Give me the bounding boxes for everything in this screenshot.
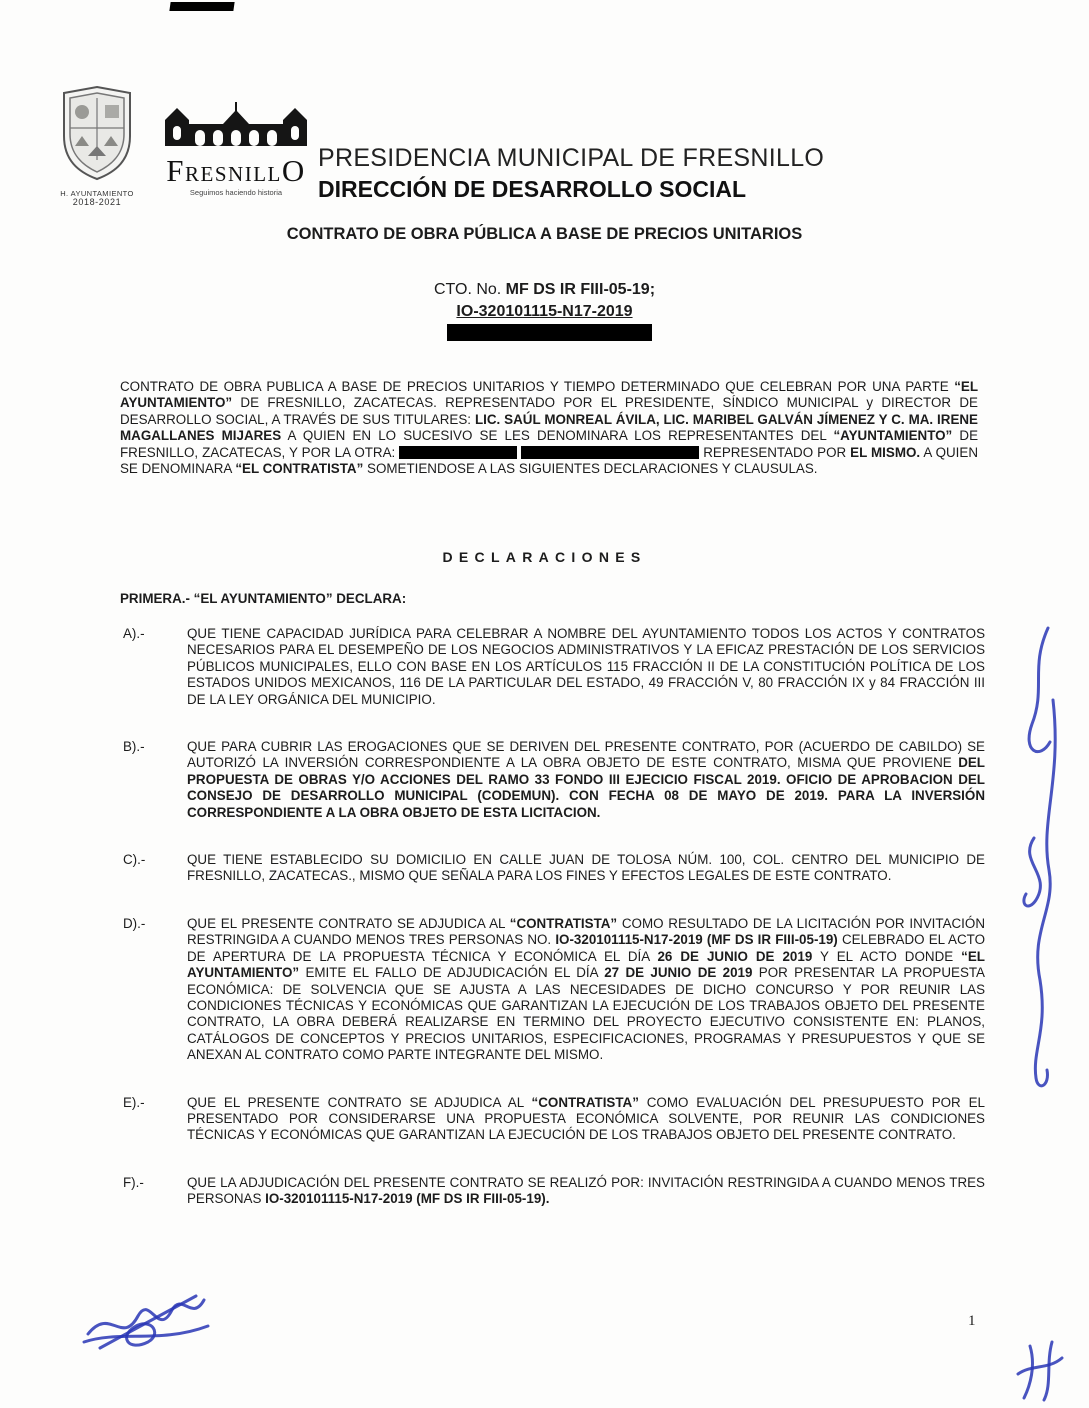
seal-years: 2018-2021 <box>72 197 122 207</box>
scan-artifact <box>169 2 234 11</box>
declaration-label: D).- <box>123 915 146 931</box>
declaration-text: QUE EL PRESENTE CONTRATO SE ADJUDICA AL “CONTRATISTA” COMO EVALUACIÓN DEL PRESUPUESTO POR EL PRESENTADO POR CONSIDERARSE UNA PROPUESTA ECONÓMICA SOLVENTE, POR REUNIR LAS CONDICIONES TÉCNICAS Y ECONÓMICAS QUE GARANTIZAN LA EJECUCIÓN DE LOS TRABAJOS OBJETO DEL PRESENTE CONTRATO. <box>187 1094 985 1143</box>
signature-flourish-right-scurve <box>1024 838 1040 906</box>
declaration-text: QUE TIENE ESTABLECIDO SU DOMICILIO EN CALLE JUAN DE TOLOSA NÚM. 100, COL. CENTRO DEL MUNICIPIO DE FRESNILLO, ZACATECAS., MISMO QUE SEÑALA PARA LOS FINES Y EFECTOS LEGALES DE ESTE CONTRATO. <box>187 852 985 884</box>
declaration-list <box>123 626 985 1239</box>
declaration-label: E).- <box>123 1094 145 1110</box>
declaration-text: QUE TIENE CAPACIDAD JURÍDICA PARA CELEBRAR A NOMBRE DEL AYUNTAMIENTO TODOS LOS ACTOS Y CONTRATOS NECESARIOS PARA EL DESEMPEÑO DE LOS NEGOCIOS ADMINISTRATIVOS Y LA EFICAZ PRESTACIÓN DE LOS SERVICIOS PÚBLICOS MUNICIPALES, ELLO CON BASE EN LOS ARTÍCULOS 115 FRACCIÓN II DE LA CONSTITUCIÓN POLÍTICA DE LOS ESTADOS UNIDOS MEXICANOS, 116 DE LA PARTICULAR DEL ESTADO, 49 FRACCIÓN V, 80 FRACCIÓN IX y 84 FRACCIÓN III DE LA LEY ORGÁNICA DEL MUNICIPIO. <box>187 626 985 707</box>
signature-flourish-right-top <box>1029 628 1050 752</box>
declaration-label: B).- <box>123 739 145 755</box>
declaration-text: QUE LA ADJUDICACIÓN DEL PRESENTE CONTRATO SE REALIZÓ POR: INVITACIÓN RESTRINGIDA A CUANDO MENOS TRES PERSONAS IO-320101115-N17-2019 (MF DS IR FIII-05-19). <box>187 1174 985 1207</box>
declaration-item <box>123 1095 985 1144</box>
signature-bottom-right-3 <box>1018 1358 1062 1374</box>
declaration-label: C).- <box>123 852 146 868</box>
redaction-bar <box>447 324 652 341</box>
redaction-bar <box>521 446 699 459</box>
declaration-item <box>123 1175 985 1208</box>
declaration-item <box>123 626 985 708</box>
coat-of-arms-icon <box>58 84 136 182</box>
contract-number-line <box>0 281 1089 299</box>
signature-flourish-right-long <box>1035 700 1055 1086</box>
org-title-line1: PRESIDENCIA MUNICIPAL DE FRESNILLO <box>318 144 825 172</box>
first-clause: PRIMERA.- “EL AYUNTAMIENTO” DECLARA: <box>120 591 407 606</box>
signature-bottom-left-loop <box>127 1324 155 1345</box>
fresnillo-logo <box>158 100 314 197</box>
signature-bottom-right-2 <box>1044 1342 1052 1400</box>
declaration-text: QUE PARA CUBRIR LAS EROGACIONES QUE SE DERIVEN DEL PRESENTE CONTRATO, POR (ACUERDO DE CABILDO) SE AUTORIZÓ LA INVERSIÓN CORRESPONDIENTE A LA OBRA OBJETO DE ESTE CONTRATO, MISMA QUE PROVIENE DEL PROPUESTA DE OBRAS Y/O ACCIONES DEL RAMO 33 FONDO III EJECICIO FISCAL 2019. OFICIO DE APROBACION DEL CONSEJO DE DESARROLLO MUNICIPAL (CODEMUN). CON FECHA 08 DE MAYO DE 2019. PARA LA INVERSIÓN CORRESPONDIENTE A LA OBRA OBJETO DE ESTA LICITACION. <box>187 739 985 820</box>
org-title-line2: DIRECCIÓN DE DESARROLLO SOCIAL <box>318 176 747 202</box>
municipal-seal-logo <box>55 84 139 207</box>
signature-bottom-left <box>88 1300 204 1334</box>
declarations-heading: DECLARACIONES <box>442 549 647 565</box>
document-title: CONTRATO DE OBRA PÚBLICA A BASE DE PRECIOS UNITARIOS <box>286 225 803 243</box>
page-number: 1 <box>968 1313 976 1329</box>
signature-bottom-left-underline <box>84 1326 208 1342</box>
declaration-item <box>123 739 985 821</box>
declaration-item <box>123 916 985 1064</box>
declaration-item <box>123 852 985 885</box>
seal-caption: H. AYUNTAMIENTO <box>60 189 134 198</box>
declaration-label: A).- <box>123 626 145 641</box>
brand-tagline: Seguimos haciendo historia <box>189 188 283 197</box>
redaction-bar <box>399 446 517 459</box>
tender-number: IO-320101115-N17-2019 <box>456 303 633 320</box>
building-icon <box>161 100 311 150</box>
intro-paragraph: CONTRATO DE OBRA PUBLICA A BASE DE PRECIOS UNITARIOS Y TIEMPO DETERMINADO QUE CELEBRAN POR UNA PARTE “EL AYUNTAMIENTO” DE FRESNILLO, ZACATECAS. REPRESENTADO POR EL PRESIDENTE, SÍNDICO MUNICIPAL y DIRECTOR DE DESARROLLO SOCIAL, A TRAVÉS DE SUS TITULARES: LIC. SAÚL MONREAL ÁVILA, LIC. MARIBEL GALVÁN JÍMENEZ Y C. MA. IRENE MAGALLANES MIJARES A QUIEN EN LO SUCESIVO SE LES DENOMINARA LOS REPRESENTANTES DEL “AYUNTAMIENTO” DE FRESNILLO, ZACATECAS, Y POR LA OTRA: REPRESENTADO POR EL MISMO. A QUIEN SE DENOMINARA “EL CONTRATISTA” SOMETIENDOSE A LAS SIGUIENTES DECLARACIONES Y CLAUSULAS. <box>120 379 978 477</box>
contract-number-prefix: CTO. No. <box>433 281 506 298</box>
signature-bottom-right-1 <box>1024 1346 1032 1398</box>
brand-name: FRESNILLO <box>166 153 306 188</box>
declaration-label: F).- <box>123 1174 144 1190</box>
contract-number: MF DS IR FIII-05-19; <box>505 281 656 298</box>
signature-bottom-left-cross <box>100 1296 196 1348</box>
declaration-text: QUE EL PRESENTE CONTRATO SE ADJUDICA AL “CONTRATISTA” COMO RESULTADO DE LA LICITACIÓN POR INVITACIÓN RESTRINGIDA A CUANDO MENOS TRES PERSONAS NO. IO-320101115-N17-2019 (MF DS IR FIII-05-19) CELEBRADO EL ACTO DE APERTURA DE LA PROPUESTA TÉCNICA Y ECONÓMICA EL DÍA 26 DE JUNIO DE 2019 Y EL ACTO DONDE “EL AYUNTAMIENTO” EMITE EL FALLO DE ADJUDICACIÓN EL DÍA 27 DE JUNIO DE 2019 POR PRESENTAR LA PROPUESTA ECONÓMICA: DE SOLVENCIA QUE SE AJUSTA A LAS NECESIDADES DE DICHO CONCURSO Y POR REUNIR LAS CONDICIONES TÉCNICAS Y ECONÓMICAS QUE GARANTIZAN LA EJECUCIÓN DE LOS TRABAJOS OBJETO DEL PRESENTE CONTRATO, LA OBRA DEBERÁ REALIZARSE EN TERMINO DEL PROYECTO EJECUTIVO CONSISTENTE EN: PLANOS, CATÁLOGOS DE CONCEPTOS Y PRECIOS UNITARIOS, ESPECIFICACIONES, PROGRAMAS Y PRESUPUESTOS Y QUE SE ANEXAN AL CONTRATO COMO PARTE INTEGRANTE DEL MISMO. <box>187 915 986 1063</box>
